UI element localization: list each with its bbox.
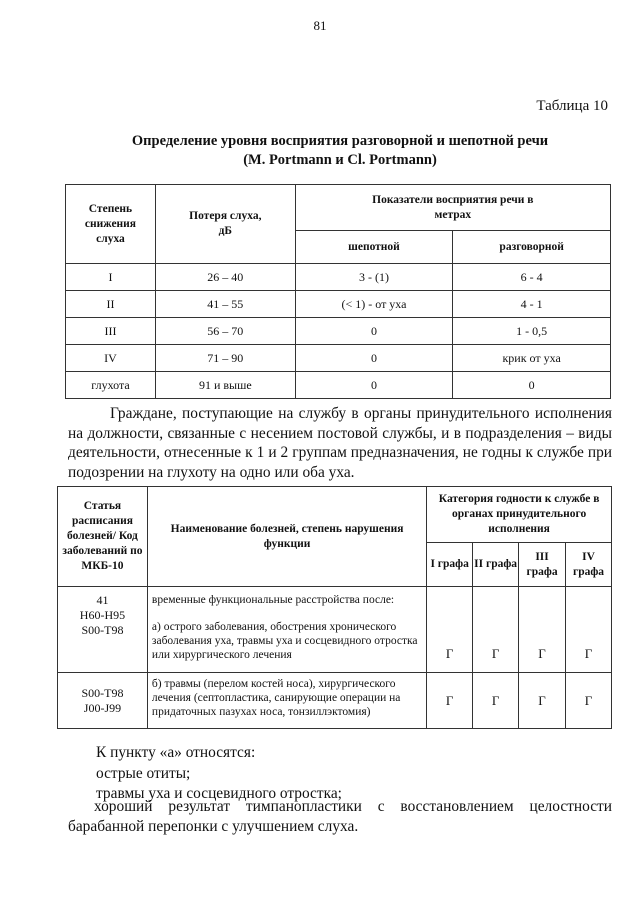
fitness-category-table: [57, 486, 612, 729]
header-fitness-category: Категория годности к службе в органах принудительного исполнения: [427, 487, 612, 543]
whisper-cell: 0: [295, 345, 453, 372]
icd-code: S00-T98: [81, 685, 124, 700]
header-speech-perception: Показатели восприятия речи в метрах: [295, 185, 610, 231]
header-hearing-loss: Потеря слуха, дБ: [155, 185, 295, 264]
degree-cell: глухота: [66, 372, 156, 399]
icd-code: J00-J99: [83, 700, 122, 715]
degree-cell: I: [66, 264, 156, 291]
whisper-cell: 0: [295, 372, 453, 399]
table-row: [66, 318, 611, 345]
table-title: [60, 132, 620, 170]
disease-item-a: а) острого заболевания, обострения хронического заболевания уха, травмы уха и сосцевидного отростка или хирургического лечения: [151, 621, 418, 661]
hearing-perception-table: [65, 184, 611, 399]
table-row: [58, 673, 612, 729]
whisper-cell: 3 - (1): [295, 264, 453, 291]
list-item-last-text: хороший результат тимпанопластики с восстановлением целостности барабанной перепонки с улучшением слуха.: [68, 798, 612, 835]
page-number: 81: [313, 18, 327, 33]
title-line-1: Определение уровня восприятия разговорной и шепотной речи: [131, 133, 549, 149]
spoken-cell: 1 - 0,5: [453, 318, 611, 345]
disease-intro: временные функциональные расстройства после:: [151, 594, 395, 606]
category-cell: Г: [566, 673, 612, 729]
code-cell: [58, 673, 148, 729]
header-col-1: I графа: [427, 543, 473, 587]
list-item-last: [68, 797, 612, 836]
table-row: [58, 587, 612, 673]
list-intro: К пункту «а» относятся:: [96, 744, 256, 761]
table-row: [66, 264, 611, 291]
table-row: [66, 345, 611, 372]
disease-cell: б) травмы (перелом костей носа), хирургического лечения (септопластика, санирующие операции на придаточных пазухах носа, тонзиллэктомия): [147, 673, 426, 729]
header-degree: Степень снижения слуха: [66, 185, 156, 264]
category-cell: Г: [427, 673, 473, 729]
whisper-cell: (< 1) - от уха: [295, 291, 453, 318]
paragraph-conditions-text: Граждане, поступающие на службу в органы принудительного исполнения на должности, связанные с несением постовой службы, и в подразделения – виды деятельности, отнесенные к 1 и 2 группам предназначения, не годны к службе при подозрении на глухоту на одно или оба уха.: [68, 405, 612, 481]
header-col-4: IV графа: [566, 543, 612, 587]
whisper-cell: 0: [295, 318, 453, 345]
icd-code: S00-T98: [81, 623, 124, 637]
article-number: 41: [96, 593, 109, 607]
table-label: Таблица 10: [536, 98, 608, 114]
degree-cell: III: [66, 318, 156, 345]
loss-cell: 71 – 90: [155, 345, 295, 372]
category-cell: Г: [519, 587, 566, 673]
category-cell: Г: [566, 587, 612, 673]
spoken-cell: крик от уха: [453, 345, 611, 372]
title-line-2: (M. Portmann и Cl. Portmann): [243, 152, 437, 168]
table-row: [66, 291, 611, 318]
icd-code: H60-H95: [79, 608, 126, 622]
header-disease-name: Наименование болезней, степень нарушения функции: [147, 487, 426, 587]
disease-cell: [147, 587, 426, 673]
loss-cell: 26 – 40: [155, 264, 295, 291]
loss-cell: 41 – 55: [155, 291, 295, 318]
paragraph-conditions: [68, 404, 612, 482]
header-whisper: шепотной: [295, 231, 453, 264]
header-article-code: Статья расписания болезней/ Код заболеваний по МКБ-10: [58, 487, 148, 587]
spoken-cell: 4 - 1: [453, 291, 611, 318]
spoken-cell: 6 - 4: [453, 264, 611, 291]
loss-cell: 91 и выше: [155, 372, 295, 399]
header-spoken: разговорной: [453, 231, 611, 264]
list-item: острые отиты;: [96, 765, 191, 782]
header-col-3: III графа: [519, 543, 566, 587]
degree-cell: II: [66, 291, 156, 318]
loss-cell: 56 – 70: [155, 318, 295, 345]
category-cell: Г: [519, 673, 566, 729]
table-row: [66, 372, 611, 399]
list-item: травмы уха и сосцевидного отростка;: [96, 785, 342, 802]
degree-cell: IV: [66, 345, 156, 372]
category-cell: Г: [473, 587, 519, 673]
header-col-2: II графа: [473, 543, 519, 587]
spoken-cell: 0: [453, 372, 611, 399]
category-cell: Г: [427, 587, 473, 673]
code-cell: [58, 587, 148, 673]
category-cell: Г: [473, 673, 519, 729]
